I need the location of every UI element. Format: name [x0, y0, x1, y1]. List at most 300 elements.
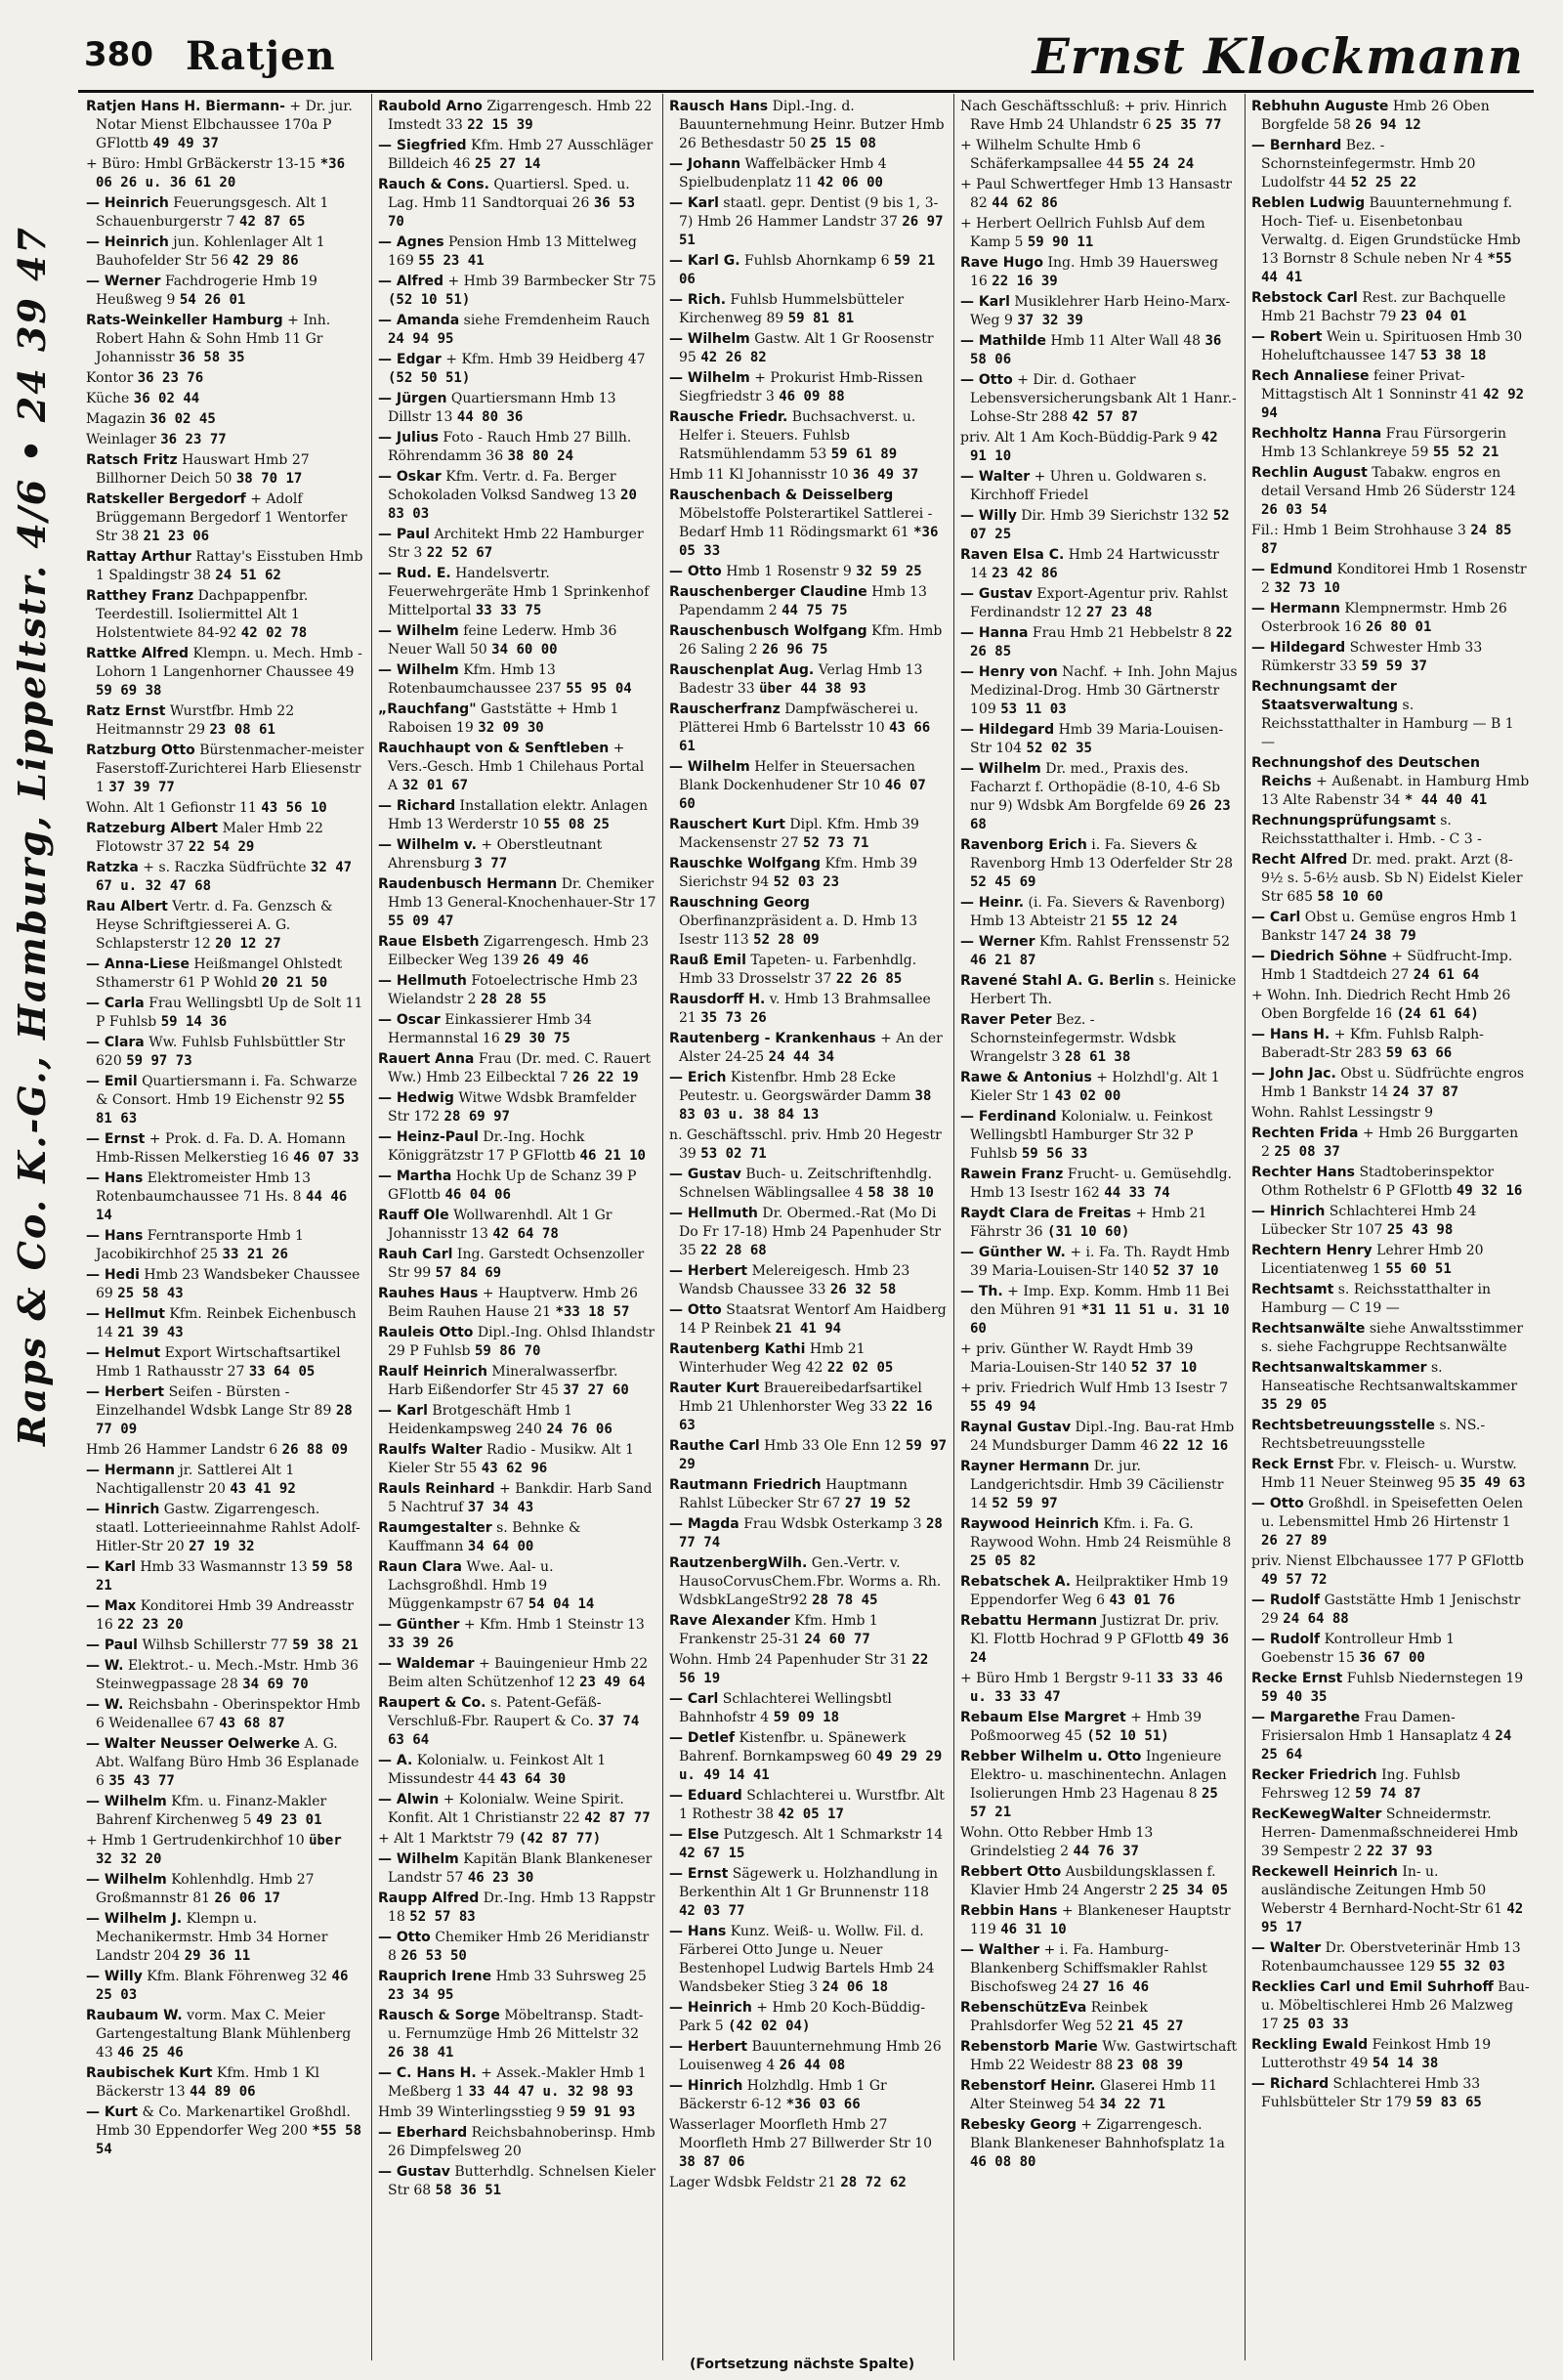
entry-text: n. Geschäftsschl. priv. Hmb 20 Hegestr 39 — [669, 1127, 942, 1162]
entry-text: Dachpappenfbr. Teerdestill. Isoliermittel Alt 1 Holstentwiete 84-92 — [96, 588, 309, 641]
directory-entry — [86, 1266, 365, 1303]
entry-phone: 22 16 39 — [992, 274, 1058, 289]
entry-text: Butterhdlg. Schnelsen Kieler Str 68 — [388, 2164, 656, 2198]
entry-name: — Oskar — [378, 469, 442, 485]
entry-phone: 26 06 17 — [214, 1891, 280, 1906]
entry-text: + Prok. d. Fa. D. A. Homann Hmb-Rissen Melkerstieg 16 — [96, 1131, 346, 1166]
entry-phone: 24 64 88 — [1283, 1611, 1349, 1627]
directory-entry — [378, 836, 656, 873]
entry-text: Gastw. Zigarrengesch. staatl. Lotterieeinnahme Rahlst Adolf-Hitler-Str 20 — [96, 1502, 360, 1554]
entry-name: — Clara — [86, 1035, 145, 1050]
directory-entry — [378, 2007, 656, 2062]
entry-name: — Rudolf — [1251, 1632, 1321, 1647]
entry-phone: 24 06 18 — [822, 1979, 889, 1995]
entry-name: Raumgestalter — [378, 1520, 492, 1536]
entry-phone: 49 23 01 — [256, 1812, 322, 1828]
entry-text: Verlag Hmb 13 Badestr 33 — [679, 662, 923, 697]
entry-phone: 46 04 06 — [444, 1187, 511, 1203]
directory-entry — [86, 1735, 365, 1791]
entry-name: Rebenstorf Heinr. — [960, 2078, 1096, 2094]
entry-text: Rest. zur Bachquelle Hmb 21 Bachstr 79 — [1261, 290, 1506, 324]
directory-entry — [86, 1130, 365, 1168]
directory-entry — [86, 155, 365, 192]
entry-text: Frau Hmb 21 Hebbelstr 8 — [1032, 625, 1212, 641]
entry-text: Wein u. Spirituosen Hmb 30 Hoheluftchaussee 147 — [1261, 329, 1523, 363]
entry-name: — Heinrich — [86, 234, 169, 250]
entry-phone: 46 25 03 — [96, 1969, 349, 2003]
directory-entry — [669, 1515, 948, 1552]
entry-name: Rebber Wilhelm u. Otto — [960, 1749, 1142, 1764]
entry-text: + Imp. Exp. Komm. Hmb 11 Bei den Mühren 91 — [970, 1284, 1230, 1318]
directory-entry — [1251, 754, 1530, 810]
entry-name: Rechnungsprüfungsamt — [1251, 813, 1436, 829]
directory-entry — [1251, 600, 1530, 637]
entry-text: Weinlager — [86, 432, 156, 447]
directory-entry — [378, 1752, 656, 1789]
entry-text: Fuhlsb Hummelsbütteler Kirchenweg 89 — [679, 292, 905, 326]
directory-entry — [960, 585, 1239, 622]
entry-phone: 49 36 24 — [970, 1632, 1229, 1666]
entry-name: — Karl — [960, 294, 1010, 310]
entry-name: — Willy — [86, 1969, 143, 1984]
entry-name: Rechholtz Hanna — [1251, 426, 1382, 442]
entry-text: Dir. Hmb 39 Sierichstr 132 — [1021, 508, 1209, 524]
entry-text: + Alt 1 Marktstr 79 — [378, 1831, 515, 1847]
entry-text: Lehrer Hmb 20 Licentiatenweg 1 — [1261, 1243, 1484, 1277]
entry-text: Kfm. Hmb 13 Rotenbaumchaussee 237 — [388, 662, 562, 697]
side-advertisement: Raps & Co. K.-G., Hamburg, Lippeltstr. 4/6 • 24 39 47 — [10, 226, 54, 1446]
entry-text: Ww. Gastwirtschaft Hmb 22 Weidestr 88 — [970, 2039, 1238, 2073]
entry-text: Mineralwasserfbr. Harb Eißendorfer Str 45 — [388, 1364, 618, 1398]
entry-text: Ing. Garstedt Ochsenzoller Str 99 — [388, 1247, 645, 1281]
entry-name: — Willy — [960, 508, 1017, 524]
entry-name: — Wilhelm J. — [86, 1911, 183, 1927]
entry-phone: 21 39 43 — [117, 1325, 184, 1340]
entry-phone: 24 85 87 — [1261, 523, 1512, 557]
entry-text: + Vers.-Gesch. Hmb 1 Chilehaus Portal A — [388, 741, 645, 793]
entry-text: + s. Raczka Südfrüchte — [143, 860, 307, 875]
entry-text: Ww. Fuhlsb Fuhlsbüttler Str 620 — [96, 1035, 346, 1069]
entry-text: + Hmb 21 Fährstr 36 — [970, 1206, 1207, 1240]
entry-phone: *36 05 33 — [679, 525, 939, 559]
entry-name: Rauleis Otto — [378, 1325, 474, 1340]
entry-name: — Julius — [378, 430, 439, 446]
directory-entry — [86, 1073, 365, 1128]
entry-name: Rauschning Georg — [669, 895, 810, 911]
entry-text: Schlachterei Wellingsbtl Bahnhofstr 4 — [679, 1691, 892, 1725]
directory-entry — [1251, 1164, 1530, 1201]
directory-entry — [669, 1166, 948, 1203]
entry-phone: 3 77 — [474, 856, 508, 871]
entry-name: Rech Annaliese — [1251, 368, 1370, 384]
entry-text: Wohn. Hmb 24 Papenhuder Str 31 — [669, 1652, 908, 1668]
entry-text: Bauunternehmung f. Hoch- Tief- u. Eisenbetonbau Verwaltg. d. Eigen Grundstücke Hmb 13 Bornstr 8 Schule neben Nr 4 — [1261, 195, 1521, 267]
directory-entry — [960, 1824, 1239, 1861]
entry-phone: 42 87 77 — [584, 1810, 651, 1826]
entry-name: — Else — [669, 1827, 720, 1843]
entry-phone: 25 34 05 — [1162, 1883, 1229, 1898]
directory-entry — [960, 1458, 1239, 1513]
entry-phone: 26 49 46 — [523, 953, 589, 968]
entry-text: Gen.-Vertr. v. HausoCorvusChem.Fbr. Worms a. Rh. WdsbkLangeStr92 — [679, 1555, 942, 1608]
directory-entry — [960, 215, 1239, 252]
directory-entry — [1251, 522, 1530, 559]
entry-text: Justizrat Dr. priv. Kl. Flottb Hochrad 9 P GFlottb — [970, 1613, 1220, 1647]
entry-name: — Ernst — [669, 1866, 729, 1882]
entry-name: Rauff Ole — [378, 1208, 449, 1223]
entry-text: Kistenfbr. Hmb 28 Ecke Peutestr. u. Georgswärder Damm — [679, 1070, 911, 1104]
directory-entry — [86, 1344, 365, 1381]
entry-phone: 24 38 79 — [1350, 928, 1416, 944]
directory-entry — [960, 721, 1239, 758]
entry-phone: 33 39 26 — [388, 1636, 454, 1651]
entry-text: Klempn u. Mechanikermstr. Hmb 34 Horner Landstr 204 — [96, 1911, 328, 1964]
directory-entry — [86, 1305, 365, 1342]
entry-phone: 22 56 19 — [679, 1652, 929, 1686]
entry-phone: 59 63 66 — [1385, 1045, 1453, 1061]
directory-entry — [960, 429, 1239, 466]
entry-name: Raydt Clara de Freitas — [960, 1206, 1131, 1221]
entry-name: Rawe & Antonius — [960, 1070, 1092, 1085]
entry-name: Rattay Arthur — [86, 549, 191, 565]
entry-name: — Paul — [378, 527, 430, 542]
entry-text: Kfm. u. Finanz-Makler Bahrenf Kirchenweg 5 — [96, 1794, 327, 1828]
entry-name: — Hinrich — [1251, 1204, 1326, 1219]
entry-phone: 44 62 86 — [992, 195, 1058, 211]
entry-text: Hmb 13 Papendamm 2 — [679, 584, 927, 618]
directory-entry — [669, 1380, 948, 1435]
entry-text: In- u. ausländische Zeitungen Hmb 50 Weberstr 4 Bernhard-Nocht-Str 61 — [1261, 1864, 1502, 1917]
directory-entry — [960, 1340, 1239, 1378]
entry-name: Ratzka — [86, 860, 139, 875]
directory-entry — [86, 431, 365, 449]
entry-text: Bez. - Schornsteinfegermstr. Wdsbk Wrangelstr 3 — [970, 1012, 1176, 1065]
entry-name: Raun Clara — [378, 1559, 462, 1575]
entry-phone: 52 37 10 — [1130, 1360, 1198, 1376]
entry-text: Kapitän Blank Blankeneser Landstr 57 — [388, 1851, 653, 1886]
entry-text: Glaserei Hmb 11 Alter Steinweg 54 — [970, 2078, 1218, 2112]
directory-entry — [669, 291, 948, 328]
entry-name: Rauls Reinhard — [378, 1481, 495, 1497]
entry-name: Rebenstorb Marie — [960, 2039, 1098, 2055]
entry-phone: 59 38 21 — [292, 1637, 359, 1653]
directory-entry — [669, 1476, 948, 1513]
entry-phone: 20 12 27 — [215, 936, 281, 952]
entry-phone: 59 40 35 — [1261, 1689, 1328, 1705]
directory-entry — [378, 1968, 656, 2005]
entry-text: + Prokurist Hmb-Rissen Siegfriedstr 3 — [679, 370, 923, 404]
entry-text: Hmb 39 Maria-Louisen-Str 104 — [970, 722, 1224, 756]
entry-name: Ratskeller Bergedorf — [86, 491, 246, 507]
entry-text: Hmb 26 Hammer Landstr 6 — [86, 1442, 278, 1458]
entry-phone: 55 24 24 — [1127, 156, 1195, 172]
entry-text: Bau- u. Möbeltischlerei Hmb 26 Malzweg 17 — [1261, 1979, 1530, 2032]
entry-name: — Hildegard — [1251, 640, 1346, 656]
directory-entry — [1251, 1281, 1530, 1318]
directory-entry — [669, 661, 948, 699]
entry-phone: (31 10 60) — [1047, 1224, 1130, 1240]
entry-phone: 43 01 76 — [1109, 1593, 1175, 1608]
entry-text: Quartiersmann Hmb 13 Dillstr 13 — [388, 391, 616, 425]
entry-text: Dipl.-Ing. Ohlsd Ihlandstr 29 P Fuhlsb — [388, 1325, 655, 1359]
directory-entry — [669, 952, 948, 989]
entry-name: Rautenberg Kathi — [669, 1341, 806, 1357]
entry-name: — Karl — [378, 1403, 428, 1419]
entry-phone: 55 49 94 — [970, 1399, 1036, 1415]
entry-text: Frau (Dr. med. C. Rauert Ww.) Hmb 23 Eilbecktal 7 — [388, 1051, 652, 1085]
entry-phone: 46 07 60 — [679, 778, 926, 812]
entry-phone: 23 04 01 — [1400, 309, 1467, 324]
entry-phone: 54 14 38 — [1372, 2056, 1439, 2071]
entry-name: Rechlin August — [1251, 465, 1368, 481]
entry-text: Dipl.-Ing. Bau-rat Hmb 24 Mundsburger Damm 46 — [970, 1420, 1235, 1454]
entry-phone: 27 19 52 — [844, 1496, 911, 1511]
entry-name: Rausche Friedr. — [669, 409, 788, 425]
entry-name: — Kurt — [86, 2104, 139, 2120]
entry-text: Frau Damen-Frisiersalon Hmb 1 Hansaplatz 4 — [1261, 1710, 1491, 1744]
entry-name: — Walter — [960, 469, 1031, 485]
entry-name: — Wilhelm — [378, 662, 459, 678]
entry-name: — Wilhelm v. — [378, 837, 477, 853]
entry-text: Dr. Obermed.-Rat (Mo Di Do Fr 17-18) Hmb 24 Papenhuder Str 35 — [679, 1206, 942, 1258]
entry-name: Ratzeburg Albert — [86, 821, 219, 836]
entry-text: s. Reichsstatthalter in Hamburg — C 19 — — [1261, 1282, 1491, 1316]
entry-name: — Rich. — [669, 292, 727, 308]
entry-name: Rebattu Hermann — [960, 1613, 1098, 1629]
entry-name: — Ernst — [86, 1131, 146, 1147]
directory-entry — [960, 2077, 1239, 2114]
directory-entry — [1251, 1863, 1530, 1937]
entry-phone: 44 33 74 — [1104, 1185, 1170, 1201]
entry-phone: 46 08 80 — [970, 2154, 1036, 2170]
directory-entry — [1251, 425, 1530, 462]
entry-text: Handelsvertr. Feuerwehrgeräte Hmb 1 Sprinkenhof Mittelportal — [388, 566, 650, 618]
entry-text: (i. Fa. Sievers & Ravenborg) Hmb 13 Abteistr 21 — [970, 895, 1226, 929]
entry-phone: 46 09 88 — [779, 389, 845, 404]
directory-entry — [378, 1441, 656, 1478]
entry-phone: 22 15 39 — [467, 117, 533, 133]
directory-entry — [378, 565, 656, 620]
directory-entry — [1251, 1495, 1530, 1551]
entry-phone: 49 29 29 u. 49 14 41 — [679, 1749, 943, 1783]
entry-name: Rausch & Sorge — [378, 2008, 500, 2023]
entry-phone: 42 67 15 — [679, 1846, 745, 1861]
directory-entry — [669, 1826, 948, 1863]
entry-text: Obst u. Südfrüchte engros Hmb 1 Bankstr 14 — [1261, 1066, 1525, 1100]
entry-name: Rechtsamt — [1251, 1282, 1334, 1297]
entry-text: + Herbert Oellrich Fuhlsb Auf dem Kamp 5 — [960, 216, 1205, 250]
entry-phone: 43 64 30 — [499, 1771, 567, 1787]
directory-entry — [86, 1968, 365, 2005]
entry-text: + Adolf Brüggemann Bergedorf 1 Wentorfer Str 38 — [96, 491, 348, 544]
entry-phone: 36 02 44 — [133, 391, 200, 406]
entry-name: Raudenbusch Hermann — [378, 876, 558, 892]
directory-entry — [378, 468, 656, 524]
directory-entry — [86, 194, 365, 232]
entry-phone: 42 29 86 — [232, 253, 299, 269]
directory-entry — [1251, 2036, 1530, 2073]
directory-entry — [669, 1030, 948, 1067]
entry-name: — Werner — [960, 934, 1035, 950]
entry-name: — Wilhelm — [378, 623, 459, 639]
entry-name: Rauert Anna — [378, 1051, 475, 1067]
entry-name: Rebatschek A. — [960, 1574, 1072, 1590]
directory-entry — [1251, 1359, 1530, 1415]
entry-name: Raulf Heinrich — [378, 1364, 487, 1380]
entry-phone: 59 81 81 — [787, 311, 855, 326]
directory-entry — [378, 176, 656, 232]
entry-text: + Wohn. Inh. Diedrich Recht Hmb 26 Oben Borgfelde 16 — [1251, 988, 1511, 1022]
entry-name: Rechnungshof des Deutschen Reichs — [1251, 755, 1480, 789]
entry-name: — Ferdinand — [960, 1109, 1057, 1125]
entry-name: — Rudolf — [1251, 1593, 1321, 1608]
entry-phone: 33 21 26 — [222, 1247, 288, 1262]
directory-entry — [669, 2077, 948, 2114]
directory-entry — [86, 390, 365, 408]
entry-phone: 59 69 38 — [96, 683, 162, 699]
entry-name: — John Jac. — [1251, 1066, 1336, 1082]
entry-text: Buchsachverst. u. Helfer i. Steuers. Fuhlsb Ratsmühlendamm 53 — [679, 409, 916, 462]
entry-name: — Hans H. — [1251, 1027, 1331, 1042]
directory-entry — [86, 956, 365, 993]
entry-phone: 26 88 09 — [281, 1442, 349, 1458]
entry-text: Dr. jur. Landgerichtsdir. Hmb 39 Cäcilienstr 14 — [970, 1459, 1224, 1511]
entry-name: — Werner — [86, 274, 161, 289]
directory-entry — [378, 701, 656, 738]
running-head: Ratjen — [186, 33, 336, 79]
directory-entry — [378, 1128, 656, 1166]
entry-text: + Holzhdl'g. Alt 1 Kieler Str 1 — [970, 1070, 1220, 1104]
directory-entry — [960, 1380, 1239, 1417]
entry-text: + Blankeneser Hauptstr 119 — [970, 1903, 1231, 1937]
entry-name: — Margarethe — [1251, 1710, 1361, 1725]
entry-text: Kfm. i. Fa. G. Raywood Wohn. Hmb 24 Reismühle 8 — [970, 1516, 1232, 1551]
entry-phone: 22 16 63 — [679, 1399, 933, 1433]
entry-text: + Zigarrengesch. Blank Blankeneser Bahnhofsplatz 1a — [970, 2117, 1225, 2151]
entry-text: A. G. Abt. Walfang Büro Hmb 36 Esplanade 6 — [96, 1736, 359, 1789]
entry-phone: 26 97 51 — [679, 214, 944, 248]
directory-entry — [1251, 1939, 1530, 1976]
directory-entry — [669, 1923, 948, 1997]
directory-entry — [378, 1324, 656, 1361]
entry-name: — Wilhelm — [669, 759, 750, 775]
entry-name: — Herbert — [86, 1384, 165, 1400]
directory-entry — [669, 1301, 948, 1339]
entry-phone: 26 94 12 — [1355, 117, 1421, 133]
entry-text: + Kfm. Hmb 39 Heidberg 47 — [445, 352, 646, 367]
directory-entry — [669, 816, 948, 853]
directory-entry — [378, 1890, 656, 1927]
directory-entry — [960, 836, 1239, 892]
entry-phone: über 32 32 20 — [96, 1833, 342, 1867]
entry-phone: 26 03 54 — [1261, 502, 1328, 518]
entry-phone: 55 12 24 — [1111, 914, 1178, 929]
entry-name: — Paul — [86, 1637, 138, 1653]
entry-text: Fuhlsb Niedernstegen 19 — [1346, 1671, 1524, 1686]
entry-name: Raue Elsbeth — [378, 934, 480, 950]
entry-text: Großhdl. in Speisefetten Oelen u. Lebensmittel Hmb 26 Hirtenstr 1 — [1261, 1496, 1523, 1530]
entry-name: — Heinz-Paul — [378, 1129, 479, 1145]
entry-text: s. NS.-Rechtsbetreuungsstelle — [1261, 1418, 1486, 1452]
entry-phone: 46 07 33 — [293, 1150, 359, 1166]
entry-name: Ratzburg Otto — [86, 743, 195, 758]
directory-entry — [86, 587, 365, 643]
entry-name: — Magda — [669, 1516, 739, 1532]
entry-text: Sägewerk u. Holzhandlung in Berkenthin Alt 1 Gr Brunnenstr 118 — [679, 1866, 939, 1900]
entry-phone: 33 64 05 — [248, 1364, 316, 1380]
entry-name: Ratz Ernst — [86, 703, 166, 719]
entry-text: + Dr. jur. Notar Mienst Elbchaussee 170a P GFlottb — [96, 99, 353, 151]
entry-text: Wasserlager Moorfleth Hmb 27 Moorfleth Hmb 27 Billwerder Str 10 — [669, 2117, 933, 2151]
entry-phone: 59 61 89 — [830, 446, 898, 462]
entry-text: siehe Fremdenheim Rauch — [463, 313, 651, 328]
entry-phone: 25 27 14 — [475, 156, 541, 172]
entry-text: Kunz. Weiß- u. Wollw. Fil. d. Färberei Otto Junge u. Neuer Bestenhopel Ludwig Bartels Hmb 24 Wandsbeker Stieg 3 — [679, 1924, 935, 1995]
directory-entry — [86, 1793, 365, 1830]
entry-phone: 20 83 03 — [388, 488, 637, 522]
directory-entry — [669, 194, 948, 250]
entry-text: Magazin — [86, 411, 146, 427]
entry-name: Rauschke Wolfgang — [669, 856, 822, 871]
directory-entry — [669, 1729, 948, 1785]
entry-text: Bauunternehmung Hmb 26 Louisenweg 4 — [679, 2039, 942, 2073]
entry-text: Musiklehrer Harb Heino-Marx-Weg 9 — [970, 294, 1231, 328]
directory-entry — [86, 1871, 365, 1908]
entry-text: + An der Alster 24-25 — [679, 1031, 943, 1065]
entry-phone: 26 96 75 — [761, 642, 828, 658]
entry-text: siehe Anwaltsstimmer s. siehe Fachgruppe Rechtsanwälte — [1261, 1321, 1524, 1355]
directory-entry — [378, 351, 656, 388]
entry-text: Stadtoberinspektor Othm Rothelstr 6 P GFlottb — [1261, 1165, 1495, 1199]
entry-name: — Richard — [378, 798, 456, 814]
directory-entry — [669, 1069, 948, 1125]
entry-name: Rattke Alfred — [86, 646, 190, 661]
entry-name: — Robert — [1251, 329, 1323, 345]
directory-entry — [378, 2064, 656, 2102]
entry-phone: 26 80 01 — [1365, 619, 1432, 635]
directory-entry — [669, 252, 948, 289]
entry-name: Raulfs Walter — [378, 1442, 483, 1458]
entry-name: — Detlef — [669, 1730, 736, 1746]
entry-phone: 44 76 37 — [1073, 1844, 1139, 1859]
entry-text: jr. Sattlerei Alt 1 Nachtigallenstr 20 — [96, 1463, 295, 1497]
entry-name: — Hans — [86, 1170, 144, 1186]
entry-text: Wwe. Aal- u. Lachsgroßhdl. Hmb 19 Müggenkampstr 67 — [388, 1559, 554, 1612]
entry-text: Heilpraktiker Hmb 19 Eppendorfer Weg 6 — [970, 1574, 1229, 1608]
entry-name: — Heinrich — [669, 2000, 752, 2016]
page-header — [78, 27, 1534, 93]
entry-text: + Hauptverw. Hmb 26 Beim Rauhen Hause 21 — [388, 1286, 638, 1320]
directory-entry — [1251, 1766, 1530, 1804]
entry-name: — Wilhelm — [669, 370, 750, 386]
entry-name: — Oscar — [378, 1012, 441, 1028]
entry-phone: 59 56 33 — [1021, 1146, 1088, 1162]
directory-entry — [960, 507, 1239, 544]
entry-text: + i. Fa. Th. Raydt Hmb 39 Maria-Louisen-Str 140 — [970, 1245, 1230, 1279]
directory-entry — [378, 933, 656, 970]
directory-entry — [378, 1655, 656, 1692]
directory-entry — [669, 2174, 948, 2192]
entry-text: Kontrolleur Hmb 1 Goebenstr 15 — [1261, 1632, 1456, 1666]
entry-phone: 46 21 10 — [579, 1148, 646, 1164]
entry-text: Kfm. Vertr. d. Fa. Berger Schokoladen Volksd Sandweg 13 — [388, 469, 616, 503]
entry-phone: 25 35 77 — [1155, 117, 1222, 133]
directory-entry — [378, 740, 656, 795]
entry-text: Möbelstoffe Polsterartikel Sattlerei - Bedarf Hmb 11 Rödingsmarkt 61 — [679, 506, 933, 540]
entry-name: Ratthey Franz — [86, 588, 194, 604]
entry-text: Kfm. Hmb 27 Ausschläger Billdeich 46 — [388, 138, 654, 172]
directory-entry — [1251, 639, 1530, 676]
